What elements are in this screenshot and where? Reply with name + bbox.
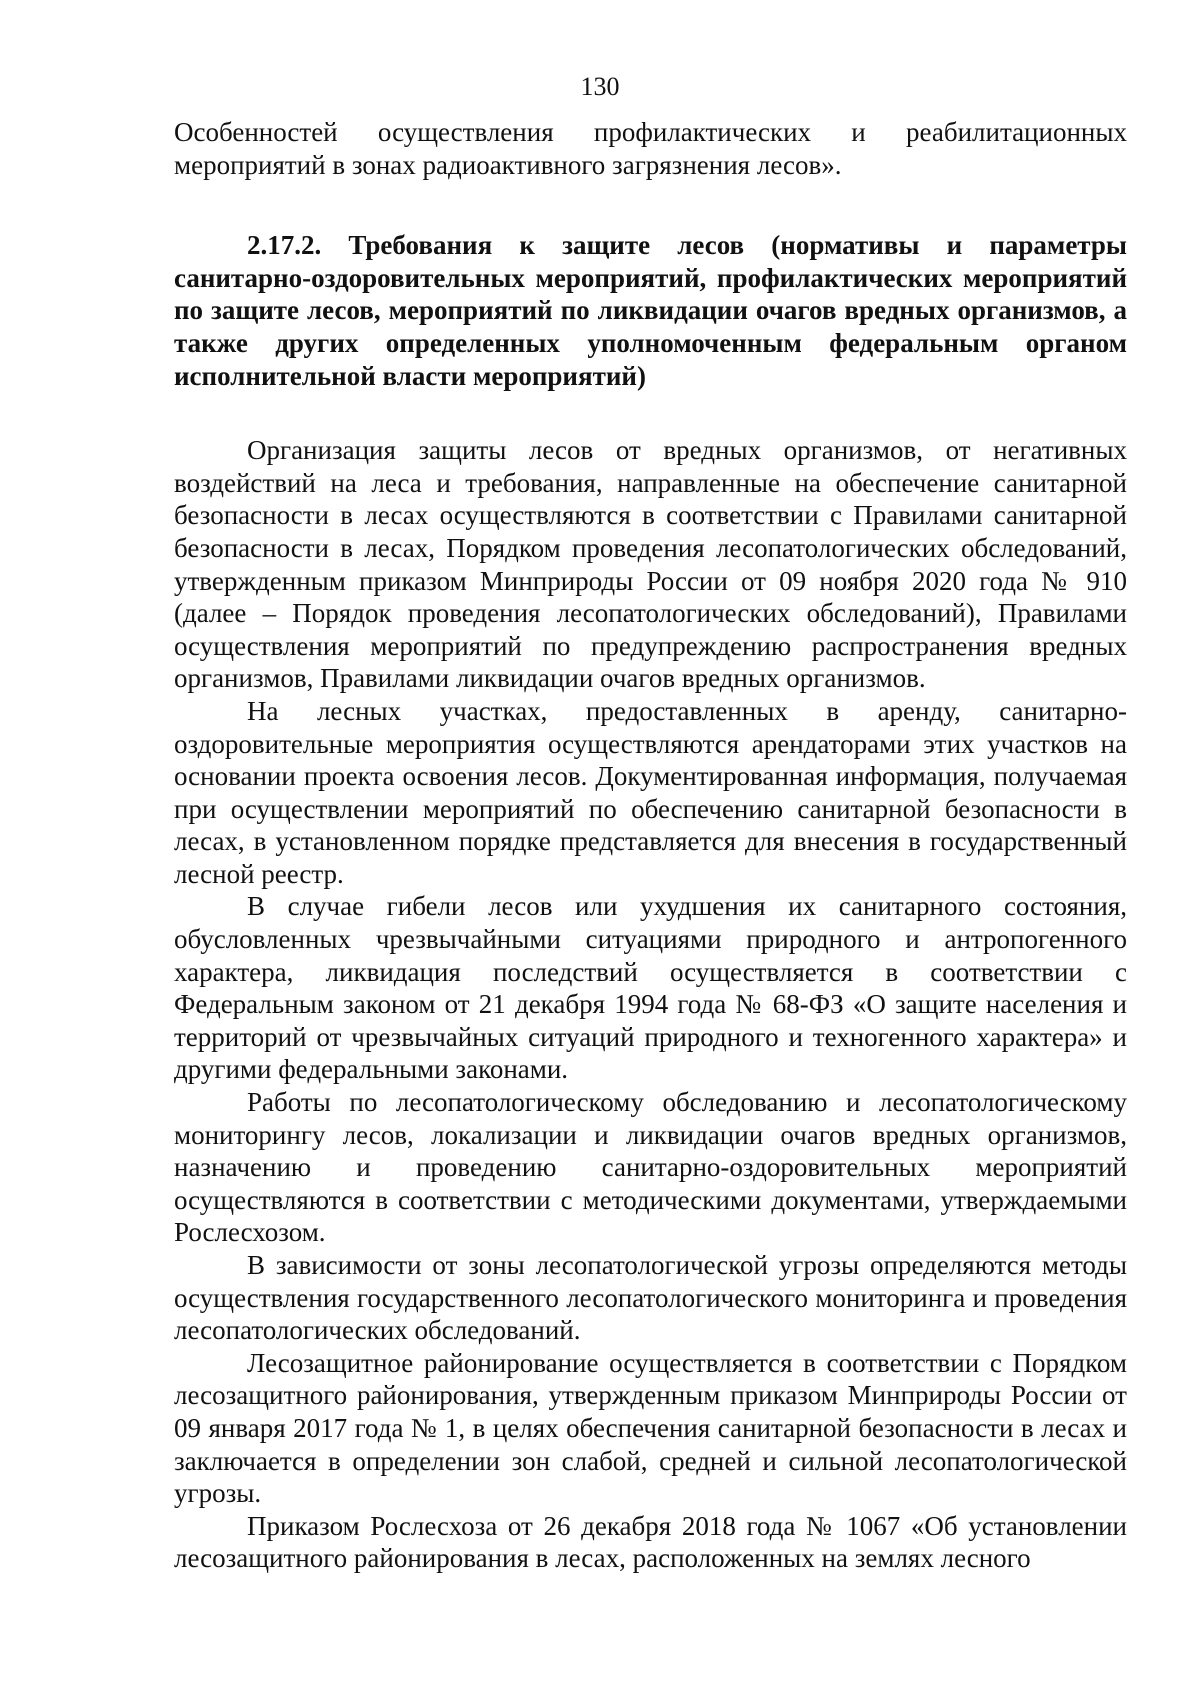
paragraph-zoning: Лесозащитное районирование осуществляется в соответствии с Порядком лесозащитного районирования, утвержденным приказом Минприроды России от 09 января 2017 года № 1, в целях обеспечения санитарной безопасности в лесах и заключается в определении зон слабой, средней и сильной лесопатологической угрозы. [174,1347,1127,1509]
document-body [174,116,1127,1575]
section-heading: 2.17.2. Требования к защите лесов (нормативы и параметры санитарно-оздоровительных мероприятий, профилактических мероприятий по защите лесов, мероприятий по ликвидации очагов вредных организмов, а также других определенных уполномоченным федеральным органом исполнительной власти мероприятий) [174,230,1127,391]
page-number: 130 [580,72,620,101]
paragraph-leased-plots: На лесных участках, предоставленных в аренду, санитарно-оздоровительные мероприятия осуществляются арендаторами этих участков на основании проекта освоения лесов. Документированная информация, получаемая при осуществлении мероприятий по обеспечению санитарной безопасности в лесах, в установленном порядке представляется для внесения в государственный лесной реестр. [174,695,1127,889]
paragraph-order-rosleshoz: Приказом Рослесхоза от 26 декабря 2018 года № 1067 «Об установлении лесозащитного районирования в лесах, расположенных на землях лесного [174,1510,1127,1574]
paragraph-emergency-situations: В случае гибели лесов или ухудшения их санитарного состояния, обусловленных чрезвычайными ситуациями природного и антропогенного характера, ликвидация последствий осуществляется в соответствии с Федеральным законом от 21 декабря 1994 года № 68-ФЗ «О защите населения и территорий от чрезвычайных ситуаций природного и техногенного характера» и другими федеральными законами. [174,891,1127,1085]
paragraph-forest-protection-organization: Организация защиты лесов от вредных организмов, от негативных воздействий на леса и требования, направленные на обеспечение санитарной безопасности в лесах осуществляются в соответствии с Правилами санитарной безопасности в лесах, Порядком проведения лесопатологических обследований, утвержденным приказом Минприроды России от 09 ноября 2020 года № 910 (далее – Порядок проведения лесопатологических обследований), Правилами осуществления мероприятий по предупреждению распространения вредных организмов, Правилами ликвидации очагов вредных организмов. [174,435,1127,694]
paragraph-threat-zones: В зависимости от зоны лесопатологической угрозы определяются методы осуществления государственного лесопатологического мониторинга и проведения лесопатологических обследований. [174,1250,1127,1346]
paragraph-continuation: Особенностей осуществления профилактических и реабилитационных мероприятий в зонах радиоактивного загрязнения лесов». [174,117,1127,180]
paragraph-pathology-works: Работы по лесопатологическому обследованию и лесопатологическому мониторингу лесов, локализации и ликвидации очагов вредных организмов, назначению и проведению санитарно-оздоровительных мероприятий осуществляются в соответствии с методическими документами, утверждаемыми Рослесхозом. [174,1087,1127,1248]
